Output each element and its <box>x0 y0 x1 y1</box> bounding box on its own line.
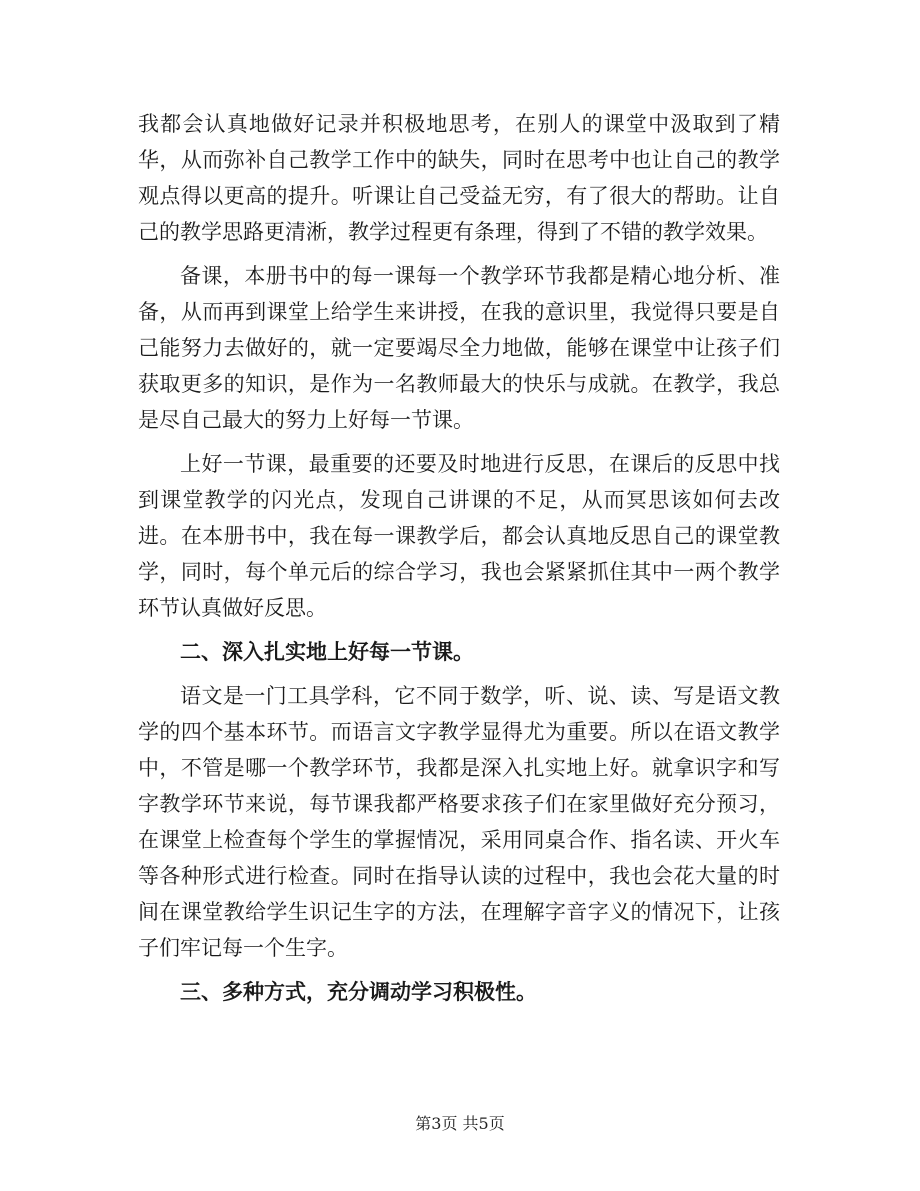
document-body <box>138 106 780 1018</box>
paragraph-chinese-teaching: 语文是一门工具学科，它不同于数学，听、说、读、写是语文教学的四个基本环节。而语言文字教学显得尤为重要。所以在语文教学中，不管是哪一个教学环节，我都是深入扎实地上好。就拿识字和写字教学环节来说，每节课我都严格要求孩子们在家里做好充分预习，在课堂上检查每个学生的掌握情况，采用同桌合作、指名读、开火车等各种形式进行检查。同时在指导认读的过程中，我也会花大量的时间在课堂教给学生识记生字的方法，在理解字音字义的情况下，让孩子们牢记每一个生字。 <box>138 684 780 960</box>
page-number-footer: 第3页 共5页 <box>415 1114 505 1133</box>
paragraph-lesson-prep: 备课，本册书中的每一课每一个教学环节我都是精心地分析、准备，从而再到课堂上给学生来讲授，在我的意识里，我觉得只要是自己能努力去做好的，就一定要竭尽全力地做，能够在课堂中让孩子们获取更多的知识，是作为一名教师最大的快乐与成就。在教学，我总是尽自己最大的努力上好每一节课。 <box>138 264 780 432</box>
paragraph-continuation: 我都会认真地做好记录并积极地思考，在别人的课堂中汲取到了精华，从而弥补自己教学工作中的缺失，同时在思考中也让自己的教学观点得以更高的提升。听课让自己受益无穷，有了很大的帮助。让自己的教学思路更清淅，教学过程更有条理，得到了不错的教学效果。 <box>138 112 780 244</box>
section-heading-3: 三、多种方式，充分调动学习积极性。 <box>180 979 537 1004</box>
section-heading-2: 二、深入扎实地上好每一节课。 <box>180 639 474 664</box>
paragraph-reflection: 上好一节课，最重要的还要及时地进行反思，在课后的反思中找到课堂教学的闪光点，发现自己讲课的不足，从而冥思该如何去改进。在本册书中，我在每一课教学后，都会认真地反思自己的课堂教学，同时，每个单元后的综合学习，我也会紧紧抓住其中一两个教学环节认真做好反思。 <box>138 452 780 620</box>
